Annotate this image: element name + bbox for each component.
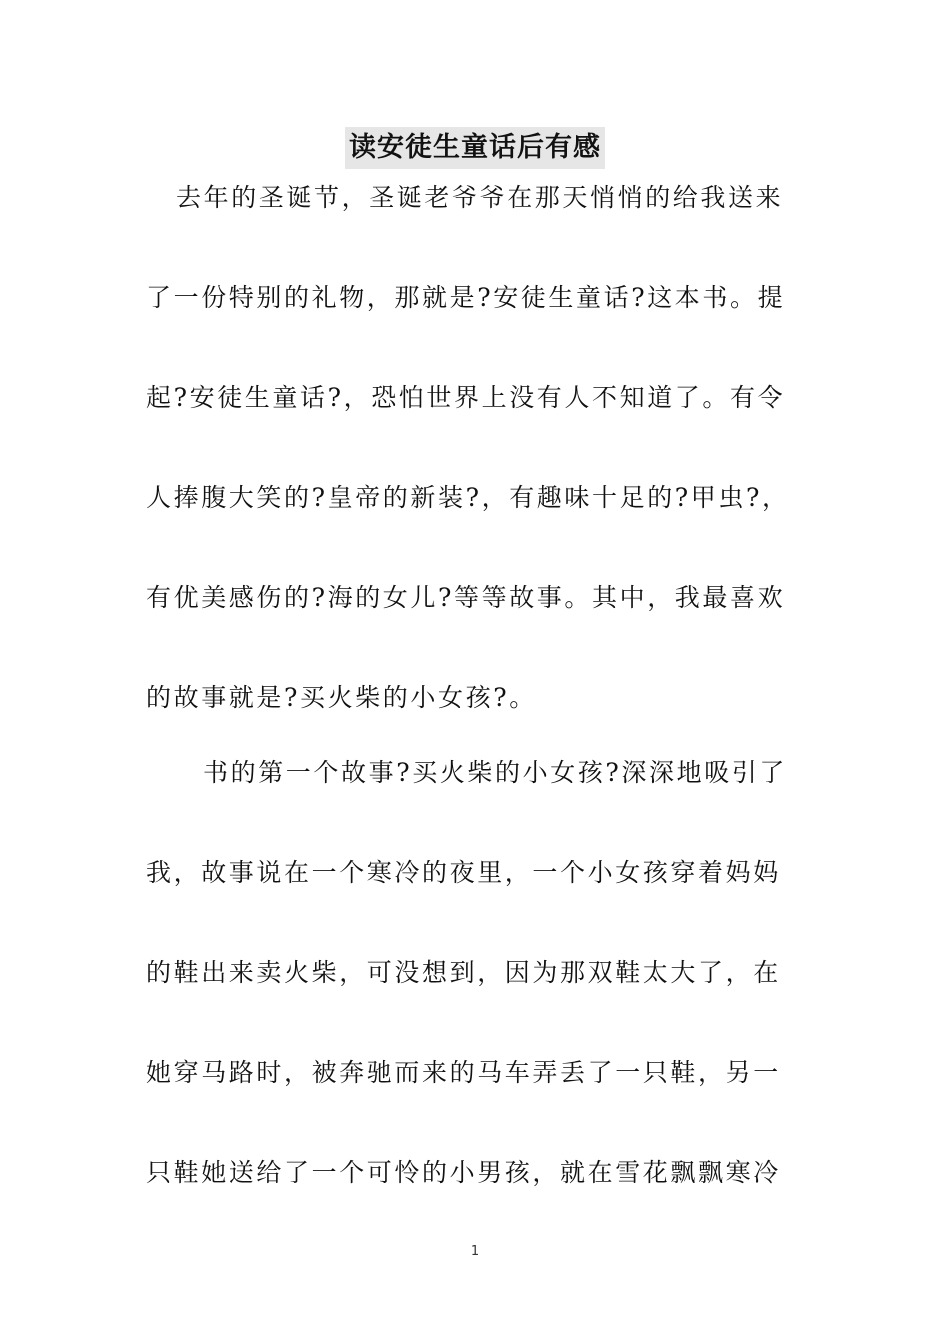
document-title [0, 126, 950, 169]
paragraph-1-line-6: 的故事就是?买火柴的小女孩?。 [146, 683, 537, 712]
paragraph-1-line-3: 起?安徒生童话?，恐怕世界上没有人不知道了。有令 [146, 383, 786, 412]
paragraph-2-line-5: 只鞋她送给了一个可怜的小男孩，就在雪花飘飘寒冷 [146, 1158, 781, 1187]
paragraph-2-line-1: 书的第一个故事?买火柴的小女孩?深深地吸引了 [203, 758, 788, 787]
paragraph-2-line-2: 我，故事说在一个寒冷的夜里，一个小女孩穿着妈妈 [146, 858, 781, 887]
paragraph-1-line-1: 去年的圣诞节，圣诞老爷爷在那天悄悄的给我送来 [176, 183, 784, 212]
paragraph-2-line-3: 的鞋出来卖火柴，可没想到，因为那双鞋太大了，在 [146, 958, 781, 987]
page-number: 1 [470, 1244, 480, 1259]
paragraph-2-line-4: 她穿马路时，被奔驰而来的马车弄丢了一只鞋，另一 [146, 1058, 781, 1087]
paragraph-1-line-4: 人捧腹大笑的?皇帝的新装?，有趣味十足的?甲虫?， [146, 483, 790, 512]
paragraph-1-line-2: 了一份特别的礼物，那就是?安徒生童话?这本书。提 [146, 283, 786, 312]
paragraph-1-line-5: 有优美感伤的?海的女儿?等等故事。其中，我最喜欢 [146, 583, 786, 612]
document-title-text: 读安徒生童话后有感 [345, 127, 605, 169]
